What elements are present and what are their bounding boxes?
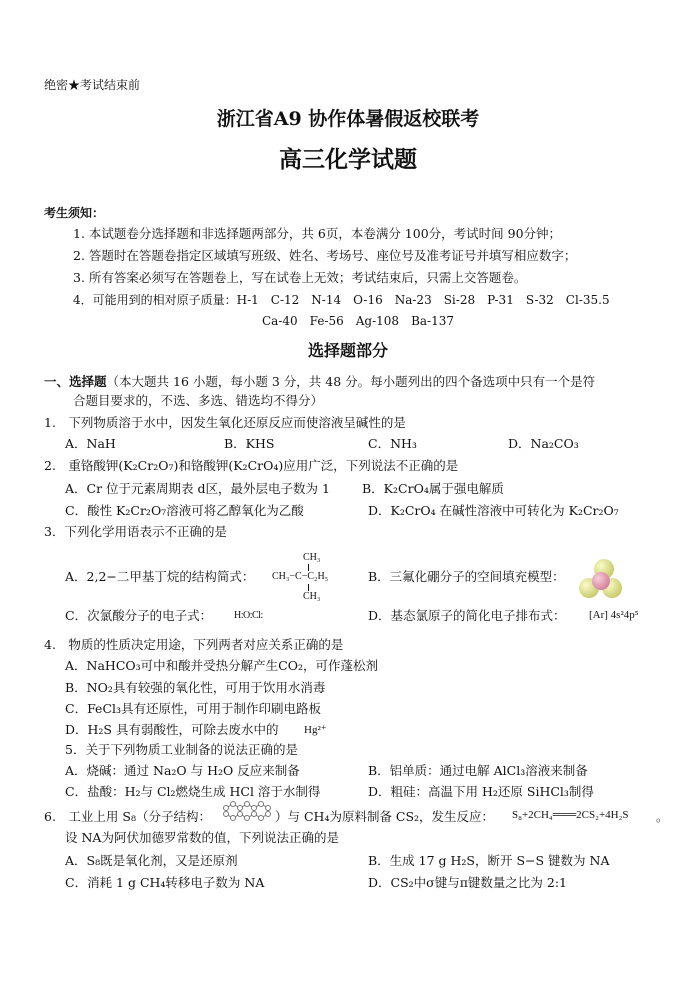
bf3-space-filling-model (578, 558, 624, 600)
bond-line-bottom (308, 584, 309, 591)
q1-option-b: B．KHS (224, 436, 275, 451)
q6-stem-part1: 6. 工业上用 S₈（分子结构： (44, 809, 211, 824)
q6-stem-line2: 设 NA为阿伏加德罗常数的值，下列说法正确的是 (65, 830, 339, 845)
q2-option-c: C．酸性 K₂Cr₂O₇溶液可将乙醇氧化为乙酸 (65, 503, 304, 518)
q5-stem: 5．关于下列物质工业制备的说法正确的是 (65, 742, 298, 757)
q6-option-a: A．S₈既是氧化剂，又是还原剂 (65, 853, 238, 868)
q2-option-b: B．K₂CrO₄属于强电解质 (362, 481, 504, 496)
q2-stem: 2. 重铬酸钾(K₂Cr₂O₇)和铬酸钾(K₂CrO₄)应用广泛，下列说法不正确的是 (44, 458, 459, 473)
cl-electron-config: [Ar] 4s²4p⁵ (589, 609, 639, 621)
q6-equation: S₈+2CH₄═══2CS₂+4H₂S (512, 809, 629, 821)
notice-label: 考生须知： (44, 206, 105, 220)
q3-formula-top: CH₃ (303, 552, 321, 563)
q6-stem-end: 。 (656, 809, 669, 824)
q3-formula-bot: CH₃ (303, 591, 321, 602)
q4-stem: 4. 物质的性质决定用途，下列两者对应关系正确的是 (44, 637, 344, 652)
q4-option-a: A．NaHCO₃可中和酸并受热分解产生CO₂，可作蓬松剂 (65, 658, 378, 673)
q3-option-a: A．2,2−二甲基丁烷的结构简式： (65, 569, 255, 584)
q1-option-a: A．NaH (65, 436, 116, 451)
q5-option-c: C．盐酸：H₂与 Cl₂燃烧生成 HCl 溶于水制得 (65, 784, 321, 799)
q2-option-d: D．K₂CrO₄ 在碱性溶液中可转化为 K₂Cr₂O₇ (368, 503, 619, 518)
bond-line-top (308, 564, 309, 571)
notice-item: 2. 答题时在答题卷指定区域填写班级、姓名、考场号、座位号及准考证号并填写相应数字； (73, 248, 577, 263)
notice-item: Ca-40 Fe-56 Ag-108 Ba-137 (262, 314, 454, 328)
q4-option-d: D．H₂S 具有弱酸性，可除去废水中的 (65, 722, 279, 737)
q5-option-d: D．粗硅：高温下用 H₂还原 SiHCl₃制得 (368, 784, 594, 799)
part1-desc: （本大题共 16 小题，每小题 3 分，共 48 分。每小题列出的四个备选项中只有一个是符 (106, 374, 596, 389)
q5-option-b: B．铝单质：通过电解 AlCl₃溶液来制备 (368, 763, 588, 778)
q1-option-d: D．Na₂CO₃ (508, 436, 579, 451)
q3-option-c: C．次氯酸分子的电子式： (65, 608, 213, 623)
q6-option-b: B．生成 17 g H₂S，断开 S−S 键数为 NA (368, 853, 610, 868)
exam-subtitle: 高三化学试题 (279, 146, 417, 173)
q5-option-a: A．烧碱：通过 Na₂O 与 H₂O 反应来制备 (65, 763, 300, 778)
section-title: 选择题部分 (307, 341, 388, 360)
q1-option-c: C．NH₃ (368, 436, 417, 451)
q3-option-b: B．三氟化硼分子的空间填充模型： (368, 569, 565, 584)
part1-heading-line (44, 374, 595, 390)
part1-desc-cont: 合题目要求的，不选、多选、错选均不得分） (73, 393, 324, 408)
notice-item: 3. 所有答案必须写在答题卷上，写在试卷上无效；考试结束后，只需上交答题卷。 (73, 270, 527, 285)
notice-item: 4．可能用到的相对原子质量：H-1 C-12 N-14 O-16 Na-23 Si-28 P-31 S-32 Cl-35.5 (73, 293, 610, 307)
q6-stem-part2: ）与 CH₄为原料制备 CS₂，发生反应： (275, 809, 495, 824)
notice-item: 1. 本试题卷分选择题和非选择题两部分，共 6页，本卷满分 100分，考试时间 90分钟； (73, 226, 562, 241)
q3-option-d: D．基态氯原子的简化电子排布式： (368, 608, 566, 623)
q6-option-c: C．消耗 1 g CH₄转移电子数为 NA (65, 875, 265, 890)
q6-option-d: D．CS₂中σ键与π键数量之比为 2:1 (368, 875, 567, 890)
hclo-electron-formula: H:O:Cl: (234, 610, 263, 621)
secret-label: 绝密★考试结束前 (44, 78, 141, 92)
exam-title: 浙江省A9 协作体暑假返校联考 (216, 108, 480, 130)
q3-stem: 3．下列化学用语表示不正确的是 (44, 524, 227, 539)
s8-ring-structure-icon (222, 800, 274, 822)
q2-option-a: A．Cr 位于元素周期表 d区，最外层电子数为 1 (65, 481, 330, 496)
q4-option-b: B．NO₂具有较强的氧化性，可用于饮用水消毒 (65, 680, 326, 695)
part1-heading: 一、选择题 (44, 374, 107, 389)
q1-stem: 1. 下列物质溶于水中，因发生氧化还原反应而使溶液呈碱性的是 (44, 415, 406, 430)
q3-formula-mid: CH₃−C−C₂H₅ (272, 571, 329, 582)
q4-option-c: C．FeCl₃具有还原性，可用于制作印刷电路板 (65, 701, 322, 716)
hg-ion: Hg²⁺ (304, 724, 327, 736)
